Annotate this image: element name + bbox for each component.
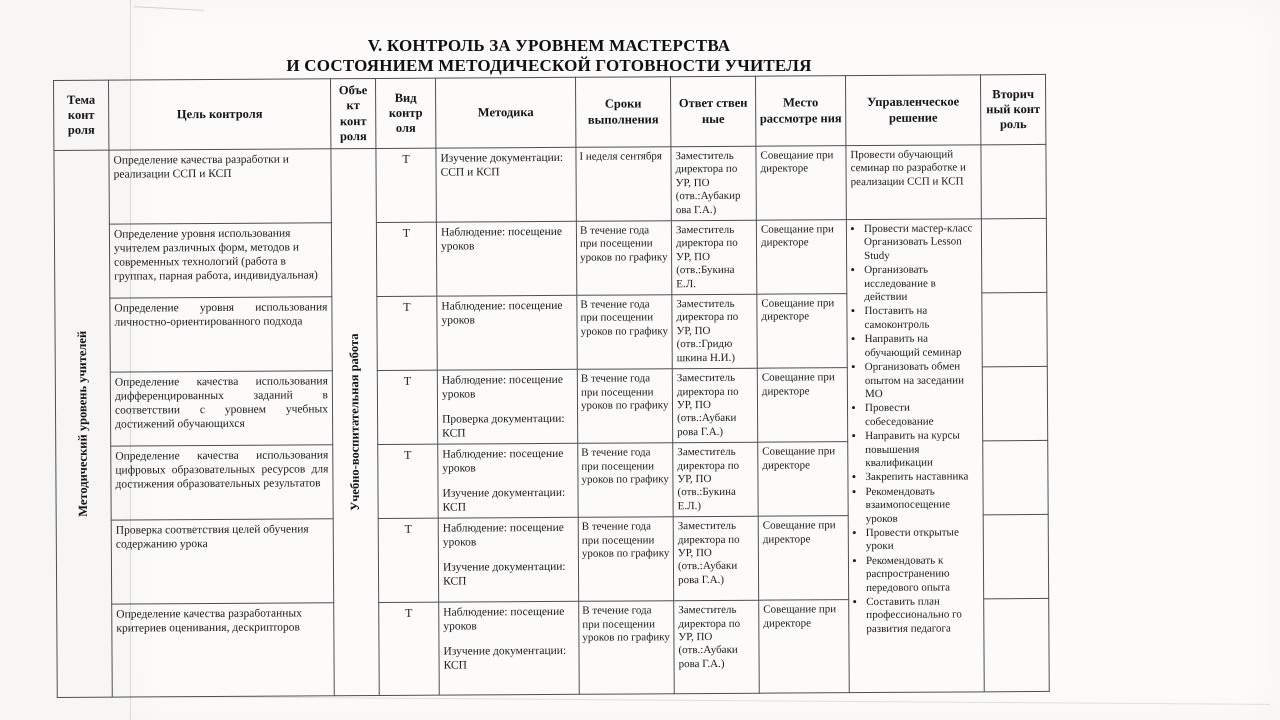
- place-cell: Совещание при директоре: [758, 516, 849, 601]
- control-type-cell: Т: [379, 602, 440, 695]
- management-bullet: • Рекомендовать к распространению передового опыта: [866, 554, 979, 595]
- method-cell: [437, 295, 577, 370]
- method-paragraph: Изучение документации: КСП: [443, 645, 567, 672]
- method-paragraph: Наблюдение: посещение уроков: [440, 225, 563, 253]
- management-bullet: • Провести собеседование: [865, 402, 978, 430]
- responsible-cell: Заместитель директора по УР, ПО (отв.:Букина Е.Л.: [671, 220, 756, 295]
- title-line-2: И СОСТОЯНИЕМ МЕТОДИЧЕСКОЙ ГОТОВНОСТИ УЧИТЕЛЯ: [286, 56, 812, 76]
- method-cell: [438, 518, 579, 603]
- management-bullet: • Провести мастер-класс Организовать Lesson Study: [864, 222, 977, 263]
- method-paragraph: Наблюдение: посещение уроков: [442, 522, 564, 549]
- responsible-cell: Заместитель директора по УР, ПО (отв.:Букина Е.Л.): [673, 442, 758, 517]
- method-cell: [436, 147, 576, 222]
- secondary-control-cell: [981, 144, 1046, 218]
- method-paragraph: Наблюдение: посещение уроков: [442, 448, 564, 475]
- responsible-cell: Заместитель директора по УР, ПО (отв.:Аубаки рова Г.А.): [673, 516, 759, 601]
- table-row: [54, 144, 1046, 224]
- secondary-control-cell: [981, 218, 1046, 292]
- method-paragraph: Изучение документации: КСП: [442, 487, 566, 514]
- goal-cell: Определение уровня использования личностно-ориентированного подхода: [110, 297, 332, 372]
- management-bullet: • Рекомендовать взаимопосещение уроков: [865, 485, 978, 526]
- management-bullet: • Направить на курсы повышения квалификации: [865, 429, 978, 470]
- management-cell: Провести обучающий семинар по разработке и реализации ССП и КСП: [846, 145, 981, 220]
- terms-cell: В течение года при посещении уроков по графику: [579, 601, 675, 695]
- place-cell: Совещание при директоре: [757, 368, 847, 443]
- col-header-vtorichnyj: Вторич ный конт роль: [980, 74, 1045, 144]
- method-paragraph: Проверка документации: КСП: [442, 413, 565, 440]
- method-paragraph: Изучение документации: ССП и КСП: [440, 151, 564, 179]
- goal-cell: Определение качества разработки и реализации ССП и КСП: [109, 149, 331, 224]
- goal-cell: Определение качества использования дифференцированных заданий в соответствии с уровнем учебных достижений обучающихся: [110, 371, 332, 446]
- management-bullet: • Закрепить наставника: [865, 471, 978, 485]
- goal-cell: Определение уровня использования учителем различных форм, методов и современных технологий (работа в группах, парная работа, индивидуальная): [109, 223, 331, 298]
- goal-cell: Определение качества разработанных критериев оценивания, дескрипторов: [112, 603, 335, 697]
- header-row: [54, 74, 1046, 150]
- method-cell: [438, 443, 578, 518]
- theme-vertical-label: Методический уровень учителей: [74, 330, 91, 517]
- place-cell: Совещание при директоре: [759, 600, 850, 694]
- secondary-control-cell: [983, 515, 1049, 599]
- control-type-cell: Т: [377, 370, 437, 444]
- place-cell: Совещание при директоре: [758, 442, 848, 517]
- method-cell: [439, 602, 580, 696]
- table-row: [54, 218, 1046, 298]
- method-paragraph: Наблюдение: посещение уроков: [443, 606, 565, 633]
- goal-cell: Проверка соответствия целей обучения содержанию урока: [111, 519, 334, 604]
- method-paragraph: Изучение документации: КСП: [442, 561, 566, 588]
- responsible-cell: Заместитель директора по УР, ПО (отв.:Аубаки рова Г.А.): [672, 368, 757, 443]
- control-type-cell: Т: [377, 296, 437, 370]
- document-title: [53, 36, 1045, 77]
- col-header-otvetstvennye: Ответ ствен ные: [670, 76, 755, 147]
- col-header-vid: Вид контр оля: [375, 78, 435, 148]
- responsible-cell: Заместитель директора по УР, ПО (отв.:Аубаки рова Г.А.): [674, 600, 760, 694]
- theme-cell: [54, 150, 112, 698]
- management-bullet-list: [851, 222, 980, 636]
- management-bullet: • Поставить на самоконтроль: [864, 305, 977, 333]
- management-bullet: • Провести открытые уроки: [866, 526, 979, 554]
- control-type-cell: Т: [376, 148, 436, 222]
- col-header-obekt: Объе кт конт роля: [330, 79, 375, 149]
- object-cell: [331, 149, 379, 696]
- secondary-control-cell: [983, 441, 1048, 515]
- col-header-tsel: Цель контроля: [109, 79, 331, 150]
- secondary-control-cell: [982, 367, 1047, 441]
- place-cell: Совещание при директоре: [757, 294, 847, 369]
- col-header-upravlencheskoe: Управленческое решение: [845, 75, 980, 146]
- terms-cell: В течение года при посещении уроков по графику: [578, 443, 673, 518]
- col-header-mesto: Место рассмотре ния: [755, 76, 845, 147]
- col-header-metodika: Методика: [435, 77, 575, 148]
- secondary-control-cell: [984, 599, 1050, 692]
- management-bullet: • Организовать обмен опытом на заседании МО: [865, 360, 978, 401]
- object-vertical-label: Учебно-воспитательная работа: [346, 333, 363, 511]
- secondary-control-cell: [982, 292, 1047, 366]
- responsible-cell: Заместитель директора по УР, ПО (отв.:Аубакир ова Г.А.): [671, 146, 756, 221]
- management-bullet: • Организовать исследование в действии: [864, 264, 977, 305]
- place-cell: Совещание при директоре: [756, 220, 846, 295]
- terms-cell: В течение года при посещении уроков по графику: [578, 517, 674, 602]
- control-table: [53, 74, 1050, 698]
- management-bullet: • Составить план профессионально го развития педагога: [866, 595, 979, 636]
- place-cell: Совещание при директоре: [756, 146, 846, 221]
- management-bullet-cell: [846, 219, 984, 693]
- terms-cell: В течение года при посещении уроков по графику: [577, 369, 672, 444]
- control-type-cell: Т: [378, 444, 438, 518]
- control-type-cell: Т: [378, 518, 439, 602]
- responsible-cell: Заместитель директора по УР, ПО (отв.:Гридю шкина Н.И.): [672, 294, 757, 369]
- terms-cell: I неделя сентября: [576, 147, 671, 222]
- method-paragraph: Наблюдение: посещение уроков: [441, 299, 563, 327]
- method-paragraph: Наблюдение: посещение уроков: [441, 373, 563, 401]
- title-line-1: V. КОНТРОЛЬ ЗА УРОВНЕМ МАСТЕРСТВА: [367, 36, 731, 55]
- method-cell: [437, 369, 577, 444]
- terms-cell: В течение года при посещении уроков по графику: [576, 221, 671, 296]
- method-cell: [436, 221, 576, 296]
- control-type-cell: Т: [376, 222, 436, 296]
- management-bullet: • Направить на обучающий семинар: [865, 333, 978, 361]
- goal-cell: Определение качества использования цифровых образовательных ресурсов для достижения образовательных результатов: [111, 445, 333, 520]
- col-header-sroki: Сроки выполнения: [575, 77, 670, 148]
- terms-cell: В течение года при посещении уроков по графику: [577, 295, 672, 370]
- col-header-tema: Тема конт роля: [54, 80, 109, 150]
